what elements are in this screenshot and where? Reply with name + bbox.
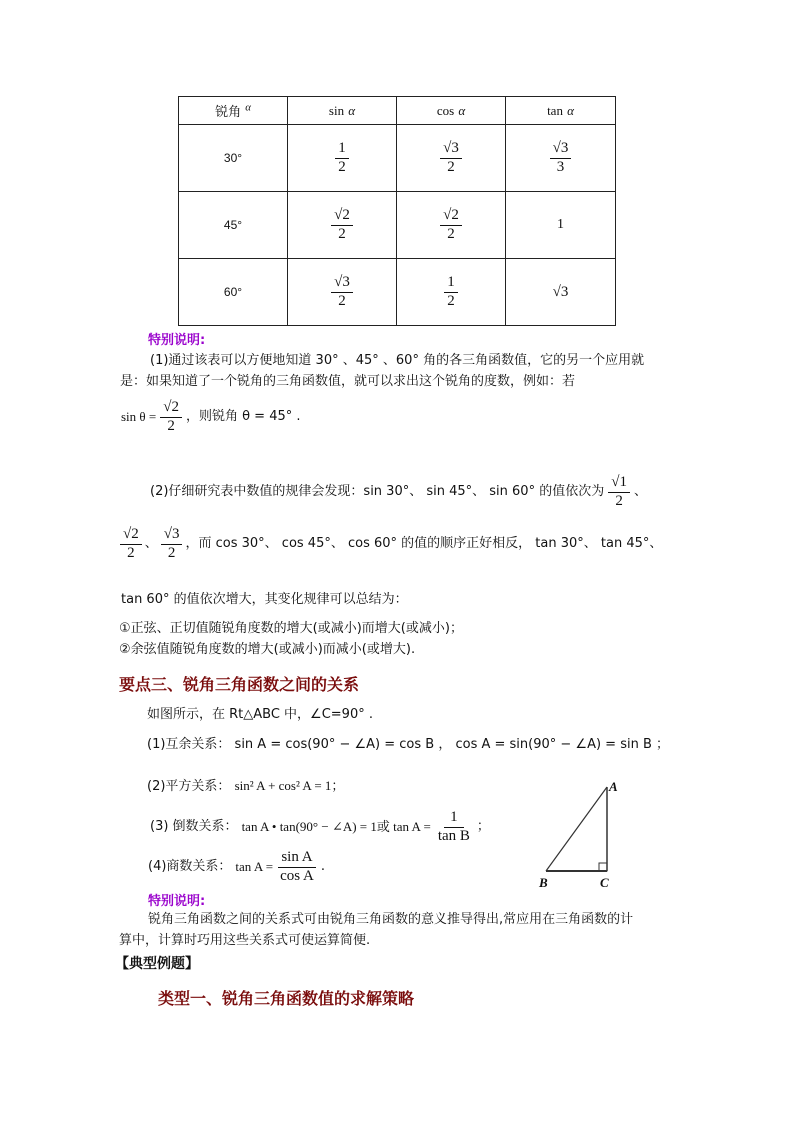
numerator: √2 bbox=[331, 208, 353, 226]
note2-line2: 算中，计算时巧用这些关系式可使运算简便. bbox=[119, 933, 371, 948]
tan-cell bbox=[506, 192, 616, 259]
angle-cell bbox=[179, 259, 288, 326]
numerator: 1 bbox=[444, 810, 464, 828]
sin-cell bbox=[288, 192, 397, 259]
relation-equation: tan A • tan(90° − ∠A) = 1或 tan A = bbox=[241, 819, 431, 835]
numerator: √2 bbox=[120, 527, 142, 545]
fraction bbox=[331, 208, 353, 243]
separator: 、 bbox=[633, 484, 647, 500]
header-tan bbox=[506, 97, 616, 125]
header-angle-label: 锐角 bbox=[215, 105, 242, 120]
equation-right: ，则锐角 θ = 45° . bbox=[185, 409, 301, 425]
relation-1: (1)互余关系： sin A = cos(90° − ∠A) = cos B ， cos A = sin(90° − ∠A) = sin B ； bbox=[147, 737, 669, 752]
fraction bbox=[331, 275, 353, 310]
punct: ； bbox=[476, 819, 490, 835]
fraction bbox=[608, 475, 630, 510]
sin-cell bbox=[288, 259, 397, 326]
denominator: 2 bbox=[167, 417, 175, 434]
denominator: 2 bbox=[447, 292, 455, 309]
special-note-label: 特别说明: bbox=[148, 333, 206, 348]
cos-label: cos bbox=[436, 102, 455, 118]
alpha-symbol: α bbox=[458, 102, 466, 118]
denominator: 2 bbox=[338, 158, 346, 175]
section3-heading: 要点三、锐角三角函数之间的关系 bbox=[119, 675, 360, 694]
section3-intro: 如图所示，在 Rt△ABC 中，∠C=90° . bbox=[147, 707, 373, 722]
radicand: 1 bbox=[619, 474, 627, 490]
fraction bbox=[120, 527, 142, 562]
denominator: 2 bbox=[615, 492, 623, 509]
special-note-label: 特别说明: bbox=[148, 894, 206, 909]
table-header-row bbox=[179, 97, 616, 125]
relation-label: (3) 倒数关系： bbox=[150, 819, 238, 835]
fraction bbox=[160, 400, 182, 435]
denominator: cos A bbox=[280, 867, 314, 884]
relation-2 bbox=[147, 776, 344, 797]
numerator: √2 bbox=[440, 208, 462, 226]
tan-value: 1 bbox=[557, 217, 564, 232]
right-triangle-figure bbox=[530, 775, 630, 895]
fraction bbox=[335, 141, 349, 176]
table-row bbox=[179, 259, 616, 326]
radicand: 2 bbox=[131, 526, 139, 542]
alpha-symbol: α bbox=[245, 101, 251, 114]
tan-cell bbox=[506, 125, 616, 192]
numerator: sin A bbox=[278, 850, 315, 868]
equation-left: sin θ = bbox=[121, 409, 157, 425]
radicand: 2 bbox=[171, 399, 179, 415]
rule-2: ②余弦值随锐角度数的增大(或减小)而减小(或增大). bbox=[119, 642, 416, 657]
relation-3 bbox=[150, 810, 490, 845]
table-row bbox=[179, 125, 616, 192]
denominator: 2 bbox=[167, 544, 176, 561]
numerator: √2 bbox=[160, 400, 182, 418]
denominator: 2 bbox=[338, 225, 346, 242]
cos-cell bbox=[397, 125, 506, 192]
note1-paragraph1-line2: 是：如果知道了一个锐角的三角函数值，就可以求出这个锐角的度数，例如：若 bbox=[120, 374, 576, 389]
tan-cell bbox=[506, 259, 616, 326]
fraction bbox=[550, 141, 572, 176]
fraction bbox=[444, 275, 458, 310]
rule-1: ①正弦、正切值随锐角度数的增大(或减小)而增大(或减小)； bbox=[119, 621, 463, 636]
numerator: √3 bbox=[331, 275, 353, 293]
cos-cell bbox=[397, 259, 506, 326]
paragraph-text: ，而 cos 30°、 cos 45°、 cos 60° 的值的顺序正好相反， tan 30°、 tan 45°、 bbox=[185, 536, 663, 552]
header-sin bbox=[288, 97, 397, 125]
tan-value: √3 bbox=[552, 283, 569, 300]
header-angle bbox=[179, 97, 288, 125]
fraction bbox=[440, 208, 462, 243]
relation-label: (4)商数关系： bbox=[148, 859, 232, 875]
denominator: 3 bbox=[556, 158, 565, 175]
numerator: 1 bbox=[335, 141, 349, 159]
denominator: 2 bbox=[447, 225, 455, 242]
angle-value: 45° bbox=[223, 217, 243, 232]
numerator: √3 bbox=[161, 527, 183, 545]
fraction bbox=[440, 141, 462, 176]
relation-equation: sin² A + cos² A = 1； bbox=[234, 778, 345, 793]
trig-values-table bbox=[178, 96, 616, 326]
angle-cell bbox=[179, 192, 288, 259]
note1-paragraph2-line3: tan 60° 的值依次增大，其变化规律可以总结为： bbox=[121, 592, 408, 607]
fraction bbox=[277, 850, 317, 885]
separator: 、 bbox=[144, 536, 158, 552]
vertex-a-label: A bbox=[609, 779, 618, 794]
paragraph-text: (2)仔细研究表中数值的规律会发现：sin 30°、 sin 45°、 sin 60° 的值依次为 bbox=[150, 484, 605, 500]
tan-label: tan bbox=[547, 102, 563, 118]
angle-cell bbox=[179, 125, 288, 192]
numerator: 1 bbox=[444, 275, 458, 293]
alpha-symbol: α bbox=[348, 102, 356, 118]
cos-cell bbox=[397, 192, 506, 259]
radicand: 3 bbox=[171, 526, 180, 542]
table-row bbox=[179, 192, 616, 259]
numerator: √1 bbox=[608, 475, 630, 493]
sin-label: sin bbox=[328, 102, 345, 118]
note1-paragraph1-line1: (1)通过该表可以方便地知道 30° 、45° 、60° 角的各三角函数值，它的另一个应用就 bbox=[150, 353, 645, 368]
note1-paragraph2-line1 bbox=[150, 475, 647, 510]
header-cos bbox=[397, 97, 506, 125]
fraction bbox=[435, 810, 473, 845]
vertex-c-label: C bbox=[600, 875, 609, 890]
angle-value: 60° bbox=[223, 284, 243, 299]
note2-line1: 锐角三角函数之间的关系式可由锐角三角函数的意义推导得出,常应用在三角函数的计 bbox=[148, 912, 634, 927]
relation-label: (2)平方关系： bbox=[147, 779, 231, 794]
numerator: √3 bbox=[550, 141, 572, 159]
typical-examples-heading: 【典型例题】 bbox=[115, 956, 199, 972]
note1-paragraph2-line2 bbox=[120, 527, 662, 562]
fraction bbox=[161, 527, 183, 562]
angle-value: 30° bbox=[223, 150, 243, 165]
denominator: 2 bbox=[338, 292, 346, 309]
denominator: 2 bbox=[447, 158, 455, 175]
punct: . bbox=[320, 859, 325, 875]
sin-cell bbox=[288, 125, 397, 192]
denominator: tan B bbox=[437, 827, 470, 844]
relation-equation: tan A = bbox=[235, 859, 274, 875]
alpha-symbol: α bbox=[567, 102, 574, 118]
relation-4 bbox=[148, 850, 325, 885]
vertex-b-label: B bbox=[539, 875, 548, 890]
numerator: √3 bbox=[440, 141, 462, 159]
example-equation bbox=[121, 400, 301, 435]
type1-heading: 类型一、锐角三角函数值的求解策略 bbox=[158, 989, 415, 1008]
denominator: 2 bbox=[127, 544, 135, 561]
